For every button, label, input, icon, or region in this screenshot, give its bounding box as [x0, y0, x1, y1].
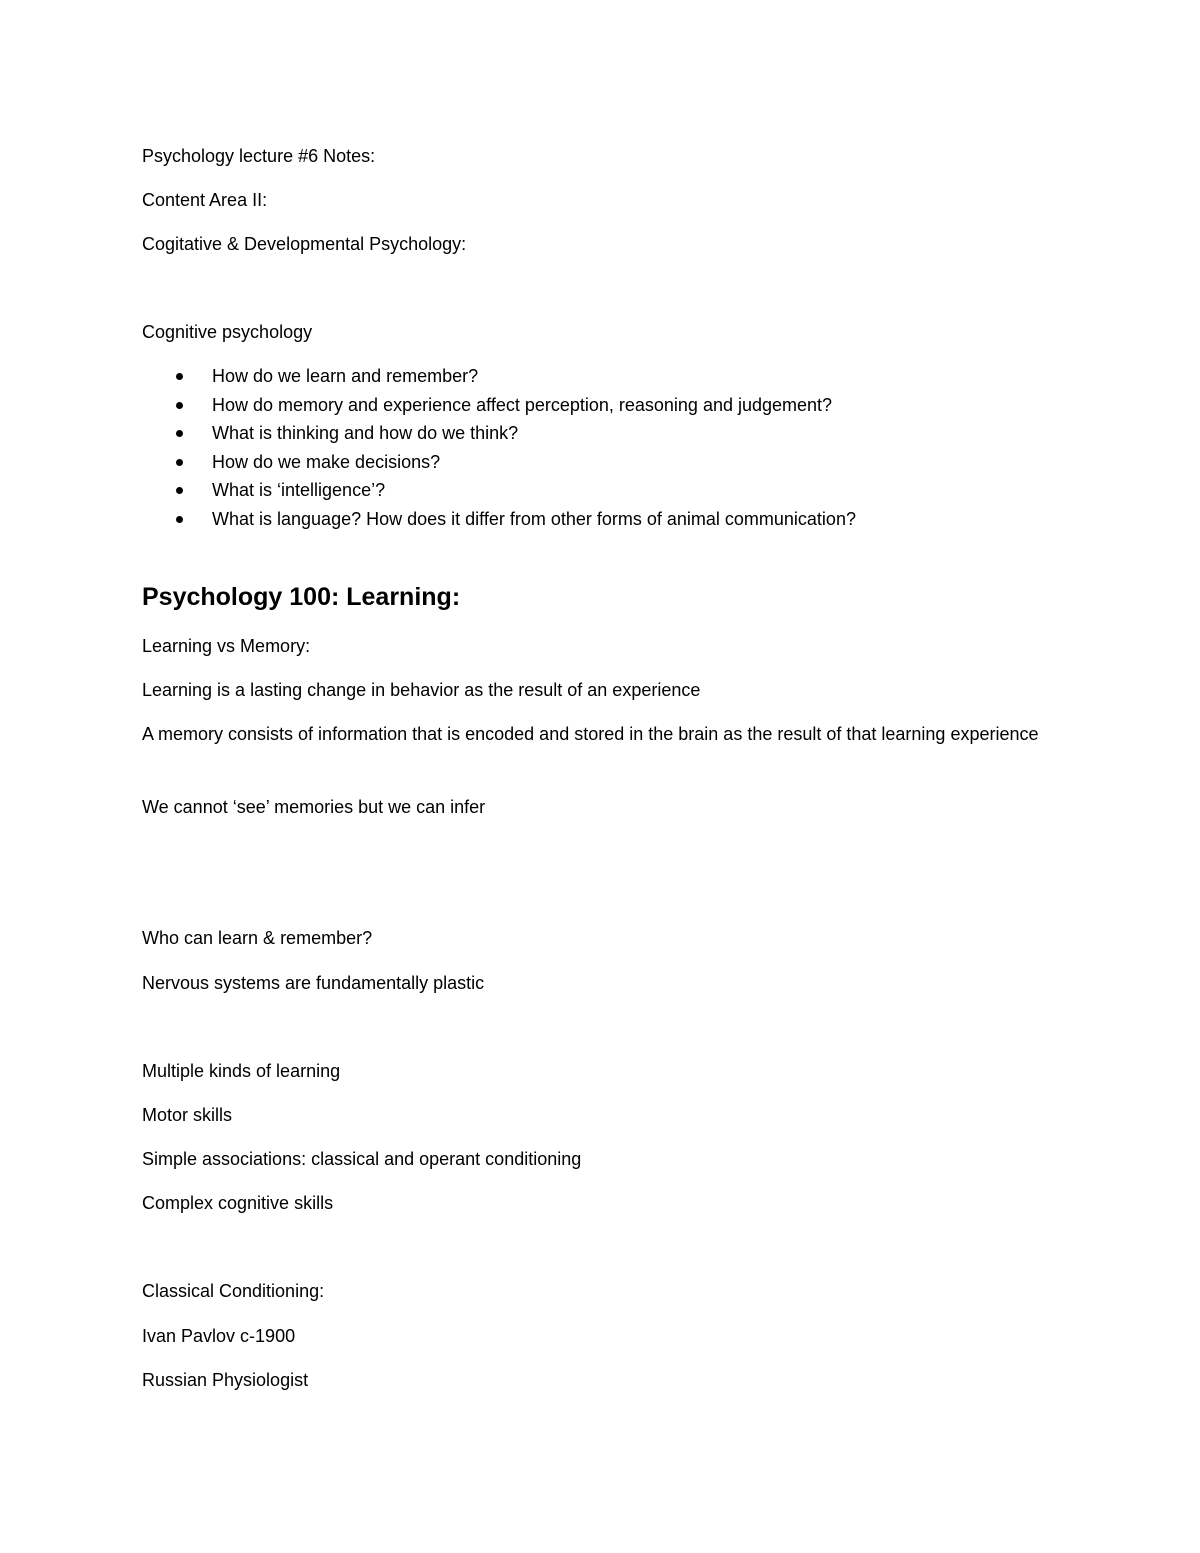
document-subtitle: Cogitative & Developmental Psychology: — [142, 234, 467, 254]
list-item-text: How do we make decisions? — [212, 452, 441, 472]
content-area-label: Content Area II: — [142, 190, 268, 210]
list-item-text: What is language? How does it differ from other forms of animal communication? — [212, 509, 856, 529]
memory-definition: A memory consists of information that is encoded and stored in the brain as the result of that learning experience — [142, 724, 1039, 744]
classical-heading: Classical Conditioning: — [142, 1281, 325, 1301]
bullet-icon — [176, 430, 183, 437]
bullet-icon — [176, 373, 183, 380]
physiologist-text: Russian Physiologist — [142, 1370, 309, 1390]
list-item-text: How do memory and experience affect perception, reasoning and judgement? — [212, 395, 833, 415]
learning-definition: Learning is a lasting change in behavior as the result of an experience — [142, 680, 701, 700]
bullet-icon — [176, 459, 183, 466]
learning-vs-memory: Learning vs Memory: — [142, 636, 311, 656]
kind-item: Motor skills — [142, 1105, 233, 1125]
list-item-text: How do we learn and remember? — [212, 366, 479, 386]
kinds-heading: Multiple kinds of learning — [142, 1061, 341, 1081]
pavlov-text: Ivan Pavlov c-1900 — [142, 1326, 296, 1346]
list-item-text: What is thinking and how do we think? — [212, 423, 519, 443]
bullet-icon — [176, 402, 183, 409]
kind-item: Complex cognitive skills — [142, 1193, 334, 1213]
who-can-learn: Who can learn & remember? — [142, 928, 373, 948]
kind-item: Simple associations: classical and operant conditioning — [142, 1149, 582, 1169]
bullet-icon — [176, 487, 183, 494]
plastic-text: Nervous systems are fundamentally plastic — [142, 973, 485, 993]
section-heading: Psychology 100: Learning: — [142, 583, 461, 611]
bullet-icon — [176, 516, 183, 523]
cannot-see-text: We cannot ‘see’ memories but we can infer — [142, 797, 486, 817]
cognitive-heading: Cognitive psychology — [142, 322, 313, 342]
list-item-text: What is ‘intelligence’? — [212, 480, 386, 500]
document-title: Psychology lecture #6 Notes: — [142, 146, 376, 166]
